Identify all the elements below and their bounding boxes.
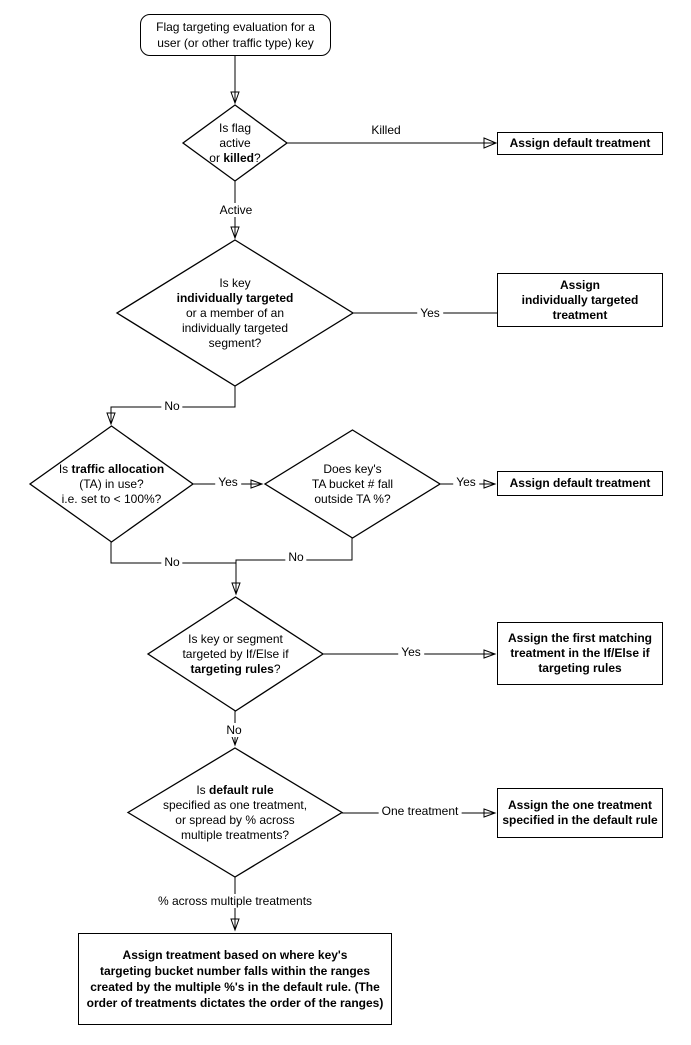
decision-targeting-rules — [148, 597, 323, 711]
terminal-one-treatment: Assign the one treatment specified in the default rule — [497, 788, 663, 838]
edge-label-no-rules: No — [223, 723, 244, 737]
edge-no-bucket-to-targeting-rules — [236, 538, 352, 594]
decision-default-rule — [128, 748, 342, 877]
decision-targeting-rules-text: Is key or segment targeted by If/Else if targeting rules? — [182, 631, 289, 676]
decision-traffic-allocation — [30, 426, 193, 542]
decision-ta-bucket-text: Does key's TA bucket # fall outside TA %? — [311, 461, 394, 506]
edge-label-yes-individual: Yes — [417, 306, 443, 320]
terminal-default-treatment-ta: Assign default treatment — [497, 471, 663, 496]
edge-label-active: Active — [217, 203, 256, 217]
edge-label-pct-spread: % across multiple treatments — [155, 894, 315, 908]
edge-label-no-ta: No — [161, 555, 182, 569]
decision-traffic-allocation-text: Is traffic allocation (TA) in use? i.e. set to < 100%? — [58, 461, 165, 506]
decision-individually-targeted — [117, 240, 353, 386]
terminal-default-treatment-killed: Assign default treatment — [497, 132, 663, 155]
decision-default-rule-text: Is default rule specified as one treatment, or spread by % across multiple treatments? — [162, 782, 308, 842]
terminal-first-matching-treatment: Assign the first matching treatment in the If/Else if targeting rules — [497, 622, 663, 685]
edge-label-no-bucket: No — [285, 550, 306, 564]
decision-ta-bucket — [265, 430, 440, 538]
edge-label-yes-ta: Yes — [215, 475, 241, 489]
start-node: Flag targeting evaluation for a user (or other traffic type) key — [140, 14, 331, 56]
decision-flag-status-text: Is flag active or killed? — [209, 120, 261, 165]
terminal-individually-targeted-treatment: Assign individually targeted treatment — [497, 273, 663, 327]
edge-label-yes-rules: Yes — [398, 645, 424, 659]
decision-individually-targeted-text: Is key individually targeted or a member of an individually targeted segment? — [176, 275, 294, 350]
edge-label-one-treatment: One treatment — [379, 804, 462, 818]
decision-flag-status — [183, 105, 287, 181]
edge-label-yes-bucket: Yes — [453, 475, 479, 489]
edge-label-killed: Killed — [368, 123, 403, 137]
edge-label-no-individual: No — [161, 399, 182, 413]
terminal-treatment-ranges: Assign treatment based on where key's targeting bucket number falls within the ranges created by the multiple %'s in the default rule. (The order of treatments dictates the order of the ranges) — [78, 933, 392, 1025]
